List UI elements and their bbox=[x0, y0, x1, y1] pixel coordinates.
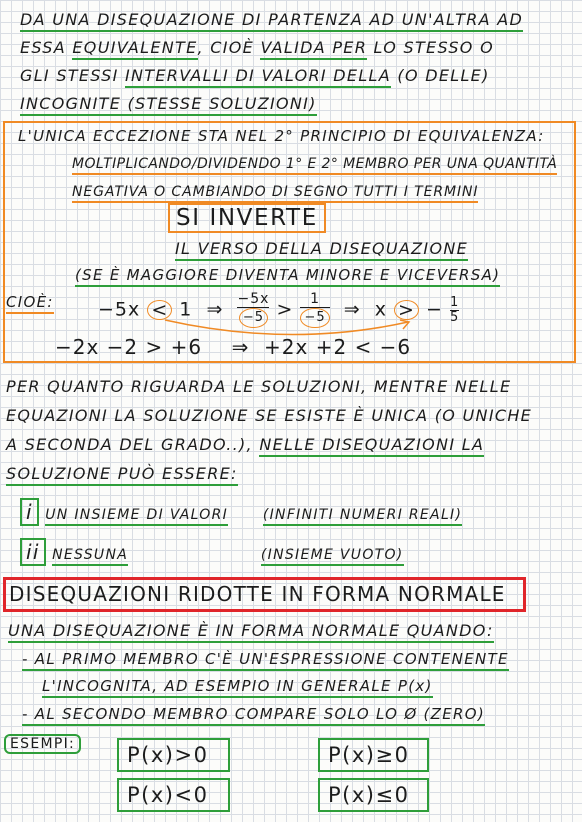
circled-sign-less: < bbox=[147, 300, 172, 320]
solutions-line-3: A SECONDA DEL GRADO..), NELLE DISEQUAZIONI LA bbox=[6, 435, 484, 454]
examples-label: ESEMPI: bbox=[4, 736, 81, 752]
exception-line-5: (SE È MAGGIORE DIVENTA MINORE E VICEVERSA) bbox=[75, 266, 500, 284]
normal-form-line-1: UNA DISEQUAZIONE È IN FORMA NORMALE QUANDO: bbox=[8, 621, 494, 640]
solutions-line-4: SOLUZIONE PUÒ ESSERE: bbox=[6, 464, 238, 483]
circled-sign-greater: > bbox=[394, 300, 419, 320]
exception-boxed-text: SI INVERTE bbox=[168, 205, 326, 231]
exception-line-4: IL VERSO DELLA DISEQUAZIONE bbox=[175, 239, 468, 258]
intro-line-1: DA UNA DISEQUAZIONE DI PARTENZA AD UN'ALTRA AD bbox=[20, 10, 523, 29]
cioe-label: CIOÈ: bbox=[6, 293, 54, 311]
normal-form-title: DISEQUAZIONI RIDOTTE IN FORMA NORMALE bbox=[9, 582, 506, 606]
intro-line-4: INCOGNITE (STESSE SOLUZIONI) bbox=[20, 94, 317, 113]
fraction-3: $\frac{1}{5}$ bbox=[449, 294, 460, 325]
normal-form-line-4: - AL SECONDO MEMBRO COMPARE SOLO LO Ø (ZERO) bbox=[22, 705, 485, 723]
intro-line-2: ESSA EQUIVALENTE, CIOÈ VALIDA PER LO STESSO O bbox=[20, 38, 494, 57]
example-box-greater: P(x)>0 bbox=[117, 738, 230, 772]
exception-line-3: NEGATIVA O CAMBIANDO DI SEGNO TUTTI I TERMINI bbox=[72, 184, 478, 200]
fraction-1: $\frac{-5x}{-5}$ bbox=[237, 292, 269, 328]
example-box-less: P(x)<0 bbox=[117, 778, 230, 812]
example-box-greater-equal: P(x)≥0 bbox=[318, 738, 429, 772]
solution-item-2: ii NESSUNA (INSIEME VUOTO) bbox=[20, 540, 404, 564]
solutions-line-1: PER QUANTO RIGUARDA LE SOLUZIONI, MENTRE NELLE bbox=[6, 377, 512, 396]
solution-item-1: i UN INSIEME DI VALORI (INFINITI NUMERI REALI) bbox=[20, 500, 462, 524]
example-1: −5x < 1 ⇒ $\frac{-5x}{-5}$ > $\frac{1}{-5}$ ⇒ x > − $\frac{1}{5}$ bbox=[98, 292, 459, 328]
example-2: −2x −2 > +6 ⇒ +2x +2 < −6 bbox=[55, 335, 412, 359]
exception-line-1: L'UNICA ECCEZIONE STA NEL 2° PRINCIPIO DI EQUIVALENZA: bbox=[18, 127, 545, 145]
intro-line-3: GLI STESSI INTERVALLI DI VALORI DELLA (O DELLE) bbox=[20, 66, 490, 85]
solutions-line-2: EQUAZIONI LA SOLUZIONE SE ESISTE È UNICA (O UNICHE bbox=[6, 406, 533, 425]
exception-line-2: MOLTIPLICANDO/DIVIDENDO 1° E 2° MEMBRO PER UNA QUANTITÀ bbox=[72, 156, 557, 172]
normal-form-line-3: L'INCOGNITA, AD ESEMPIO IN GENERALE P(x) bbox=[42, 677, 433, 695]
item-marker: ii bbox=[20, 538, 46, 566]
normal-form-line-2: - AL PRIMO MEMBRO C'È UN'ESPRESSIONE CONTENENTE bbox=[22, 650, 509, 668]
item-marker: i bbox=[20, 498, 39, 526]
example-box-less-equal: P(x)≤0 bbox=[318, 778, 429, 812]
fraction-2: $\frac{1}{-5}$ bbox=[300, 292, 329, 328]
